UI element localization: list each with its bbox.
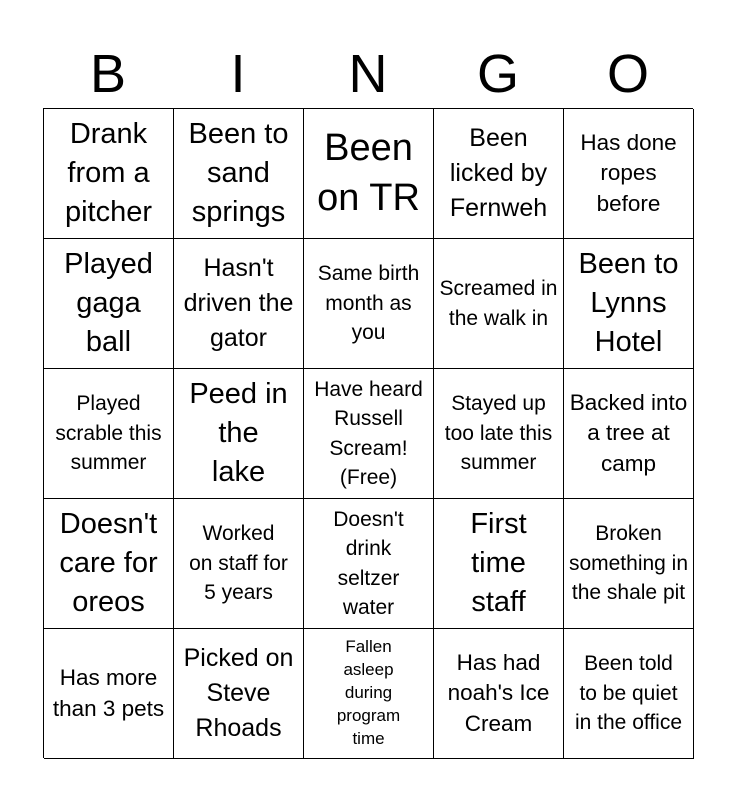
bingo-cell-r2c4[interactable] xyxy=(434,239,564,369)
bingo-cell-r1c2[interactable] xyxy=(174,109,304,239)
bingo-cell-r3c5[interactable] xyxy=(564,369,694,499)
header-letter-i: I xyxy=(230,44,246,104)
bingo-cell-r2c2[interactable] xyxy=(174,239,304,369)
cell-text: Doesn't drink seltzer water xyxy=(333,507,404,619)
cell-text: Been on TR xyxy=(317,127,420,219)
bingo-cell-r2c1[interactable] xyxy=(44,239,174,369)
bingo-cell-r2c5[interactable] xyxy=(564,239,694,369)
cell-text: Has had noah's Ice Cream xyxy=(447,649,550,736)
cell-text: Worked on staff for 5 years xyxy=(189,522,288,605)
cell-text: Stayed up too late this summer xyxy=(444,392,553,475)
cell-text: Played gaga ball xyxy=(64,248,153,358)
bingo-cell-r3c4[interactable] xyxy=(434,369,564,499)
bingo-cell-r4c2[interactable] xyxy=(174,499,304,629)
cell-text: Has more than 3 pets xyxy=(52,665,165,721)
cell-text: Picked on Steve Rhoads xyxy=(183,644,294,742)
cell-text: Have heard Russell Scream! (Free) xyxy=(314,377,423,489)
cell-text: Doesn't care for oreos xyxy=(59,508,158,618)
cell-text: Been to sand springs xyxy=(188,118,289,228)
bingo-cell-r3c1[interactable] xyxy=(44,369,174,499)
cell-text: Same birth month as you xyxy=(317,262,420,345)
bingo-cell-r4c5[interactable] xyxy=(564,499,694,629)
cell-text: Been licked by Fernweh xyxy=(449,124,548,222)
cell-text: Broken something in the shale pit xyxy=(568,522,689,605)
bingo-cell-r1c1[interactable] xyxy=(44,109,174,239)
bingo-cell-r5c4[interactable] xyxy=(434,629,564,759)
cell-text: Been told to be quiet in the office xyxy=(574,652,683,735)
bingo-cell-r3c2[interactable] xyxy=(174,369,304,499)
bingo-header xyxy=(43,40,693,108)
cell-text: Been to Lynns Hotel xyxy=(578,248,679,358)
header-letter-g: G xyxy=(476,44,519,104)
header-letter-n: N xyxy=(348,44,388,104)
cell-text: First time staff xyxy=(470,508,527,618)
bingo-board xyxy=(43,108,693,758)
cell-text: Hasn't driven the gator xyxy=(183,254,294,352)
bingo-cell-r5c1[interactable] xyxy=(44,629,174,759)
bingo-cell-r5c2[interactable] xyxy=(174,629,304,759)
bingo-cell-r4c3[interactable] xyxy=(304,499,434,629)
bingo-cell-r1c4[interactable] xyxy=(434,109,564,239)
cell-text: Screamed in the walk in xyxy=(439,277,558,330)
cell-text: Has done ropes before xyxy=(580,129,677,216)
bingo-cell-r4c1[interactable] xyxy=(44,499,174,629)
bingo-cell-r3c3[interactable] xyxy=(304,369,434,499)
cell-text: Drank from a pitcher xyxy=(64,118,153,228)
bingo-cell-r1c3[interactable] xyxy=(304,109,434,239)
bingo-cell-r1c5[interactable] xyxy=(564,109,694,239)
header-letter-o: O xyxy=(606,44,649,104)
bingo-cell-r4c4[interactable] xyxy=(434,499,564,629)
cell-text: Backed into a tree at camp xyxy=(569,389,688,476)
cell-text: Played scrable this summer xyxy=(55,392,162,475)
cell-text: Fallen asleep during program time xyxy=(336,637,401,748)
cell-text: Peed in the lake xyxy=(189,378,288,488)
header-letter-b: B xyxy=(89,44,127,104)
bingo-cell-r2c3[interactable] xyxy=(304,239,434,369)
bingo-cell-r5c3[interactable] xyxy=(304,629,434,759)
bingo-cell-r5c5[interactable] xyxy=(564,629,694,759)
